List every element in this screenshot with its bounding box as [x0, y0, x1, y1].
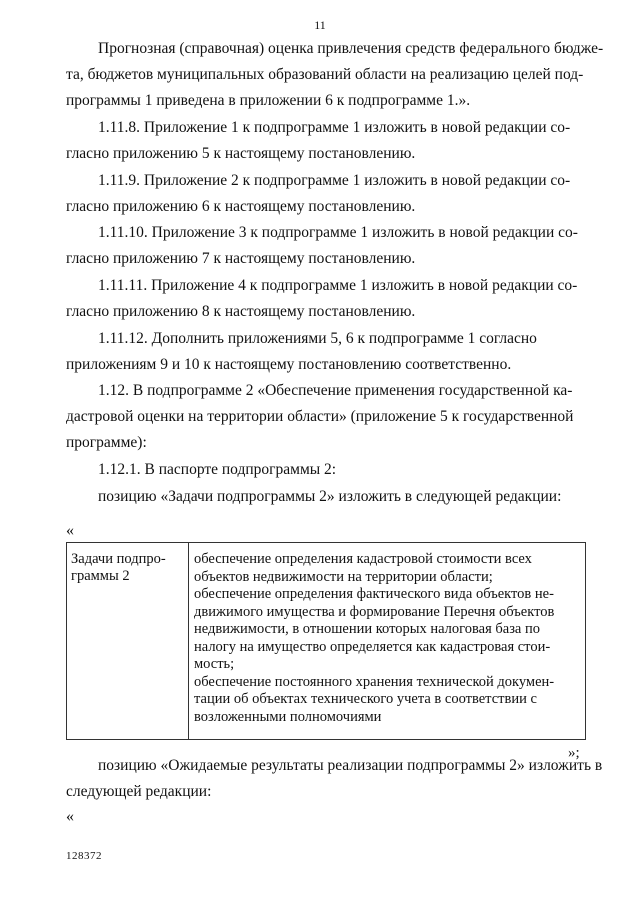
table-content-line: объектов недвижимости на территории области;: [194, 568, 493, 585]
table-content-cell: [189, 543, 585, 739]
table-content-line: тации об объектах технического учета в соответствии с: [194, 691, 537, 707]
table-content-line: обеспечение постоянного хранения технической докумен-: [194, 673, 555, 690]
paragraph-1-line-1: Прогнозная (справочная) оценка привлечения средств федерального бюдже-: [98, 40, 604, 57]
paragraph-4-line-1: 1.11.10. Приложение 3 к подпрограмме 1 изложить в новой редакции со-: [98, 224, 578, 241]
table-content-line: недвижимости, в отношении которых налоговая база по: [194, 621, 540, 637]
table-content-line: налогу на имущество определяется как кадастровая стои-: [194, 638, 551, 655]
paragraph-1-line-3: программы 1 приведена в приложении 6 к подпрограмме 1.».: [66, 92, 471, 109]
opening-quote-1: «: [66, 522, 74, 539]
paragraph-3-line-1: 1.11.9. Приложение 2 к подпрограмме 1 изложить в новой редакции со-: [98, 172, 571, 189]
paragraph-5-line-1: 1.11.11. Приложение 4 к подпрограмме 1 изложить в новой редакции со-: [98, 277, 578, 294]
paragraph-2-line-2: гласно приложению 5 к настоящему постановлению.: [66, 145, 416, 162]
paragraph-6-line-2: приложениям 9 и 10 к настоящему постановлению соответственно.: [66, 356, 512, 373]
table-content-line: возложенными полномочиями: [194, 708, 382, 725]
table-content-line: движимого имущества и формирование Перечня объектов: [194, 603, 555, 620]
paragraph-10-line-2: следующей редакции:: [66, 783, 212, 800]
table-label-cell: [67, 543, 189, 739]
paragraph-7-line-2: дастровой оценки на территории области» (приложение 5 к государственной: [66, 408, 574, 425]
table-label-line-1: Задачи подпро-: [71, 551, 166, 567]
opening-quote-2: «: [66, 808, 74, 825]
paragraph-7-line-3: программе):: [66, 434, 147, 451]
paragraph-4-line-2: гласно приложению 7 к настоящему постановлению.: [66, 250, 416, 267]
paragraph-7-line-1: 1.12. В подпрограмме 2 «Обеспечение применения государственной ка-: [98, 382, 573, 399]
table-label-line-2: граммы 2: [71, 568, 130, 584]
paragraph-9: позицию «Задачи подпрограммы 2» изложить в следующей редакции:: [98, 488, 562, 505]
paragraph-10-line-1: позицию «Ожидаемые результаты реализации подпрограммы 2» изложить в: [98, 757, 603, 774]
paragraph-8: 1.12.1. В паспорте подпрограммы 2:: [98, 461, 337, 478]
closing-quote: »;: [568, 745, 580, 761]
paragraph-2-line-1: 1.11.8. Приложение 1 к подпрограмме 1 изложить в новой редакции со-: [98, 119, 571, 136]
table-content-line: обеспечение определения фактического вида объектов не-: [194, 586, 554, 602]
paragraph-1-line-2: та, бюджетов муниципальных образований области на реализацию целей под-: [66, 66, 584, 83]
table-content-line: мость;: [194, 656, 235, 672]
tasks-table: [66, 542, 586, 740]
paragraph-6-line-1: 1.11.12. Дополнить приложениями 5, 6 к подпрограмме 1 согласно: [98, 330, 537, 347]
paragraph-5-line-2: гласно приложению 8 к настоящему постановлению.: [66, 303, 416, 320]
document-footer-code: 128372: [66, 850, 102, 862]
table-content-line: обеспечение определения кадастровой стоимости всех: [194, 551, 532, 567]
paragraph-3-line-2: гласно приложению 6 к настоящему постановлению.: [66, 198, 416, 215]
page-number: 11: [314, 18, 326, 32]
